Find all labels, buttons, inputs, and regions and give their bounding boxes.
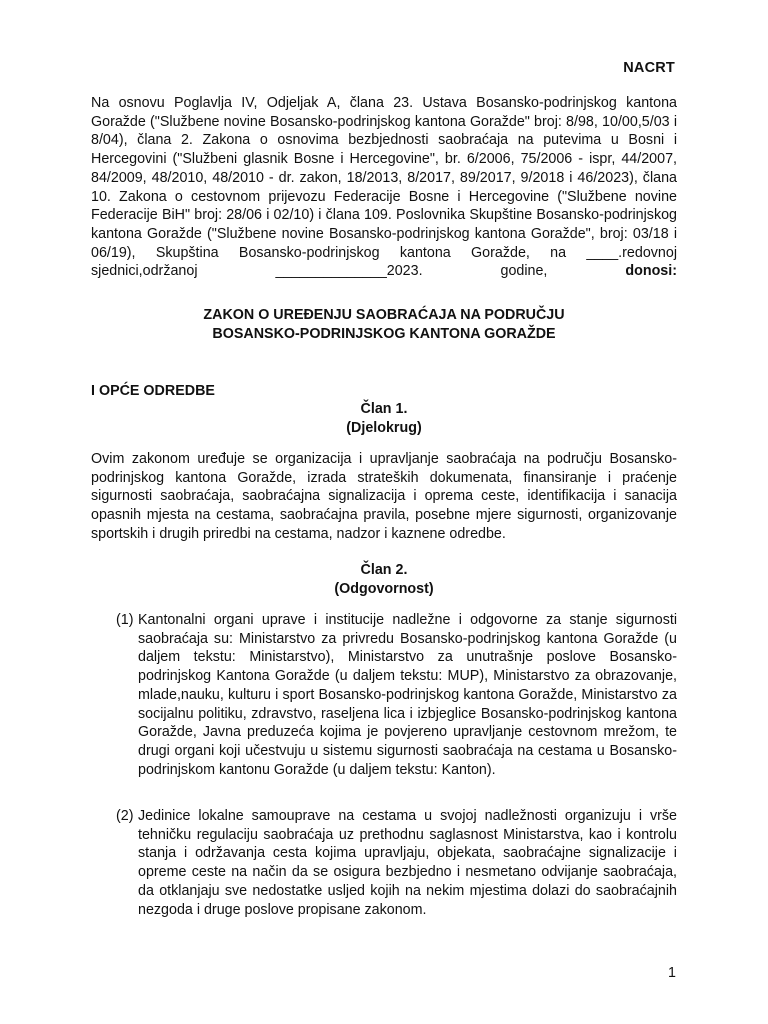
article-2-item-1 (116, 611, 677, 779)
article-2-number: Član 2. (360, 562, 408, 578)
preamble-text: Na osnovu Poglavlja IV, Odjeljak A, člana 23. Ustava Bosansko-podrinjskog kantona Goražde ("Službene novine Bosansko-podrinjskog kantona Goražde" broj: 8/98, 10/00,5/03 i 8/04), člana 2. Zakona o osnovima bezbjednosti saobraćaja na putevima u Bosni i Hercegovini ("Službeni glasnik Bosne i Hercegovine", br. 6/2006, 75/2006 - ispr, 44/2007, 84/2009, 48/2010, 48/2010 - dr. zakon, 18/2013, 8/2017, 89/2017, 9/2018 i 46/2023), člana 10. Zakona o cestovnom prijevozu Federacije Bosne i Hercegovine ("Službene novine Federacije BiH" broj: 28/06 i 02/10) i člana 109. Poslovnika Skupštine Bosansko-podrinjskog kantona Goražde ("Službene novine Bosansko-podrinjskog kantona Goražde", broj: 03/18 i 06/19), Skupština Bosansko-podrinjskog kantona Goražde, na ____.redovnoj sjednici,održanoj ______________2023. godine, (91, 95, 677, 280)
article-1-number: Član 1. (360, 401, 408, 417)
draft-label: NACRT (623, 60, 675, 76)
article-1-subtitle: (Djelokrug) (346, 419, 422, 436)
article-2-subtitle: (Odgovornost) (334, 580, 434, 597)
preamble-bold: donosi: (625, 263, 677, 280)
item-2-number: (2) (116, 808, 134, 824)
preamble-paragraph (91, 94, 677, 281)
item-1-number: (1) (116, 612, 134, 628)
law-title-line-2: BOSANSKO-PODRINJSKOG KANTONA GORAŽDE (212, 326, 556, 342)
article-1-text: Ovim zakonom uređuje se organizacija i upravljanje saobraćaja na području Bosansko-podrinjskog kantona Goražde, izrada strateških dokumenata, finansiranje i praćenje sigurnosti saobraćaja, saobraćajna signalizacija i oprema ceste, identifikacija i sanacija opasnih mjesta na cestama, saobraćajna pravila, posebne mjere sigurnosti, organizovanje sportskih i drugih priredbi na cestama, nadzor i kaznene odredbe. (91, 451, 677, 542)
law-title-line-1: ZAKON O UREĐENJU SAOBRAĆAJA NA PODRUČJU (203, 307, 565, 323)
section-heading: I OPĆE ODREDBE (91, 383, 215, 399)
law-title (91, 306, 677, 344)
article-2-heading (91, 561, 677, 598)
item-1-text: Kantonalni organi uprave i institucije nadležne i odgovorne za stanje sigurnosti saobraćaja su: Ministarstvo za privredu Bosansko-podrinjskog kantona Goražde (u daljem tekstu: Ministarstvo), Ministarstvo za unutrašnje poslove Bosansko-podrinjskog Kantona Goražde (u daljem tekstu: MUP), Ministarstvo za obrazovanje, mlade,nauku, kulturu i sport Bosansko-podrinjskog kantona Goražde, Ministarstvo za socijalnu politiku, zdravstvo, raseljena lica i izbjeglice Bosansko-podrinjskog kantona Goražde, Javna preduzeća kojima je povjereno upravljanje cestovnom mrežom, te drugi organi koji učestvuju u sistemu sigurnosti saobraćaja na cestama u Bosansko-podrinjskom kantonu Goražde (u daljem tekstu: Kanton). (138, 612, 677, 778)
page-number: 1 (668, 965, 676, 981)
article-1-heading (91, 400, 677, 437)
item-2-text: Jedinice lokalne samouprave na cestama u svojoj nadležnosti organizuju i vrše tehničku regulaciju saobraćaja uz prethodnu saglasnost Ministarstva, kao i kontrolu stanja i održavanja cesta kojima upravljaju, objekata, saobraćajne signalizacije i opreme ceste na način da se osigura bezbjedno i nesmetano odvijanje saobraćaja, da otklanjaju sve nedostatke usljed kojih na nekim mjestima dolazi do saobraćajnih nezgoda i druge poslove propisane zakonom. (138, 808, 677, 918)
article-2-item-2 (116, 807, 677, 919)
